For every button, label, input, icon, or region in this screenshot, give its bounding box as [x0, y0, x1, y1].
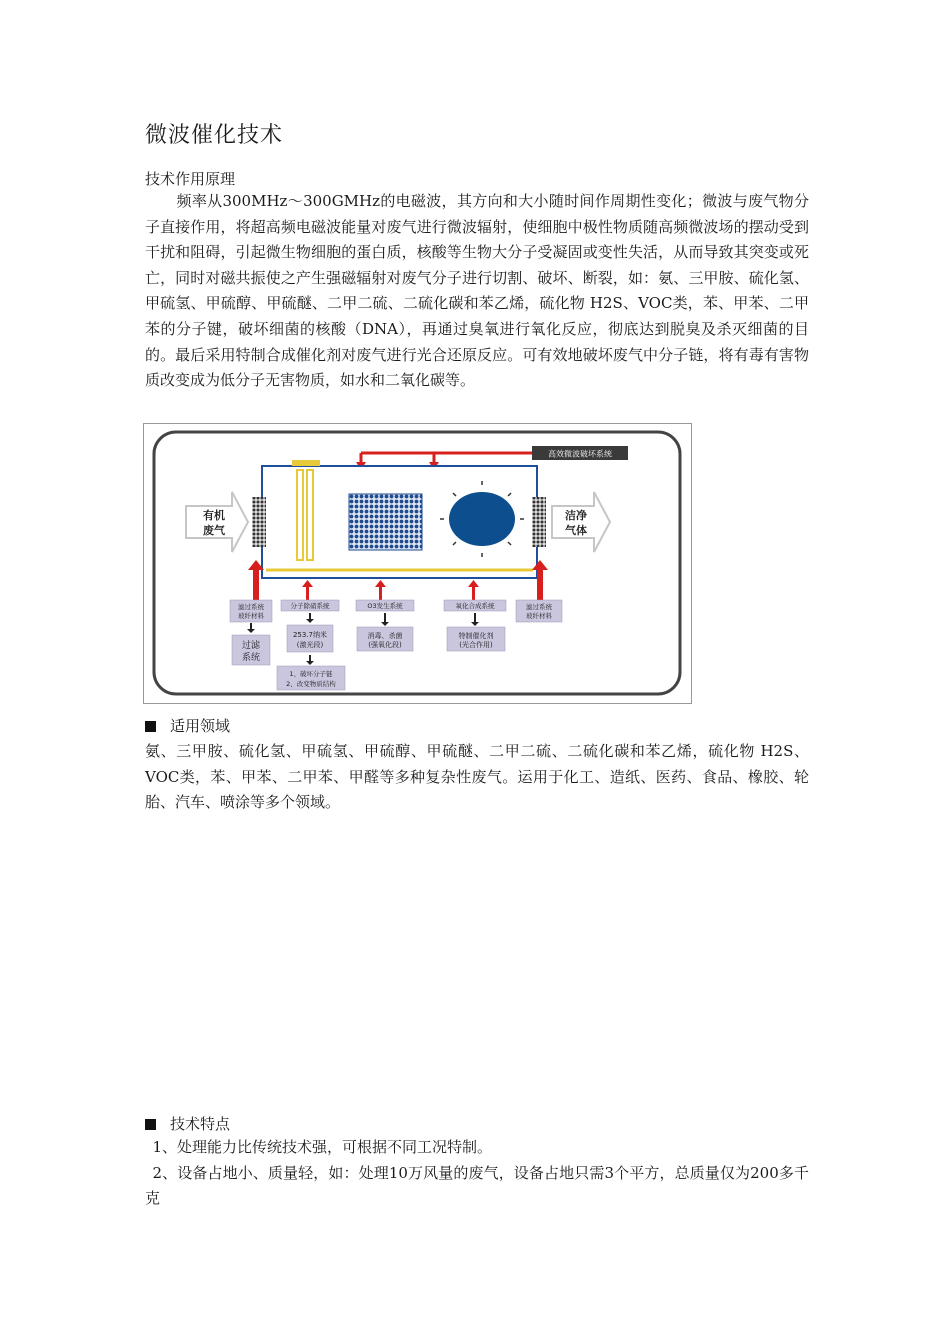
square-bullet-icon: [145, 1119, 156, 1130]
features-list: [145, 1135, 809, 1212]
svg-text:分子除硝系统: 分子除硝系统: [290, 602, 330, 610]
top-label-text: 高效微波破坏系统: [548, 449, 612, 459]
feature-item-1: 1、处理能力比传统技术强，可根据不同工况特制。: [152, 1138, 493, 1156]
section-subtitle: 技术作用原理: [145, 170, 236, 188]
outlet-label-1: 洁净: [565, 509, 587, 522]
inlet-label-1: 有机: [203, 509, 225, 522]
svg-text:253.7纳米: 253.7纳米: [292, 631, 328, 639]
svg-text:滤过系统: 滤过系统: [238, 603, 264, 611]
features-heading: [145, 1113, 230, 1134]
applications-heading: [145, 715, 230, 736]
square-bullet-icon: [145, 721, 156, 732]
svg-text:玻纤材料: 玻纤材料: [238, 612, 264, 620]
catalyst-grid: [349, 494, 422, 550]
inlet-label-2: 废气: [203, 524, 225, 537]
svg-text:氧化合成系统: 氧化合成系统: [455, 602, 495, 610]
svg-text:特制催化剂: 特制催化剂: [458, 632, 494, 640]
page-title: 微波催化技术: [145, 123, 284, 148]
left-filter: [252, 497, 266, 547]
svg-text:过滤: 过滤: [241, 641, 261, 651]
right-filter: [532, 497, 546, 547]
principle-paragraph: 频率从300MHz～300GMHz的电磁波，其方向和大小随时间作周期性变化；微波与废气物分子直接作用，将超高频电磁波能量对废气进行微波辐射，使细胞中极性物质随高频微波场的摆动受到干扰和阻碍，引起微生物细胞的蛋白质，核酸等生物大分子受凝固或变性失活，从而导致其突变或死亡，同时对磁共振使之产生强磁辐射对废气分子进行切割、破坏、断裂，如：氨、三甲胺、硫化氢、甲硫氢、甲硫醇、甲硫醚、二甲二硫、二硫化碳和苯乙烯，硫化物 H2S、VOC类，苯、甲苯、二甲苯的分子键，破坏细菌的核酸（DNA），再通过臭氧进行氧化反应，彻底达到脱臭及杀灭细菌的目的。最后采用特制合成催化剂对废气进行光合还原反应。可有效地破坏废气中分子链，将有毒有害物质改变成为低分子无害物质，如水和二氧化碳等。: [145, 192, 809, 390]
svg-text:玻纤材料: 玻纤材料: [526, 612, 552, 620]
microwave-ellipse: [449, 492, 515, 546]
process-diagram-svg: [144, 424, 691, 703]
applications-paragraph: 氨、三甲胺、硫化氢、甲硫氢、甲硫醇、甲硫醚、二甲二硫、二硫化碳和苯乙烯，硫化物 H2S、VOC类，苯、甲苯、二甲苯、甲醛等多种复杂性废气。运用于化工、造纸、医药、食品、橡胶、轮胎、汽车、喷涂等多个领域。: [145, 742, 809, 812]
feature-item-2: 2、设备占地小、质量轻，如：处理10万风量的废气，设备占地只需3个平方，总质量仅为200多千克: [145, 1163, 809, 1208]
svg-text:(激光段): (激光段): [296, 641, 324, 649]
outlet-label-2: 气体: [565, 524, 587, 537]
svg-text:(强氧化段): (强氧化段): [368, 641, 402, 649]
svg-text:滤过系统: 滤过系统: [526, 603, 552, 611]
svg-text:(光合作用): (光合作用): [459, 641, 493, 649]
process-diagram: [143, 423, 692, 704]
svg-text:系统: 系统: [241, 653, 261, 663]
svg-text:1、破坏分子链: 1、破坏分子链: [289, 670, 333, 678]
svg-text:2、改变物质结构: 2、改变物质结构: [286, 680, 336, 688]
svg-text:O3发生系统: O3发生系统: [367, 602, 403, 610]
applications-heading-text: 适用领域: [170, 717, 231, 735]
svg-text:消毒、杀菌: 消毒、杀菌: [367, 632, 403, 640]
features-heading-text: 技术特点: [170, 1115, 231, 1133]
